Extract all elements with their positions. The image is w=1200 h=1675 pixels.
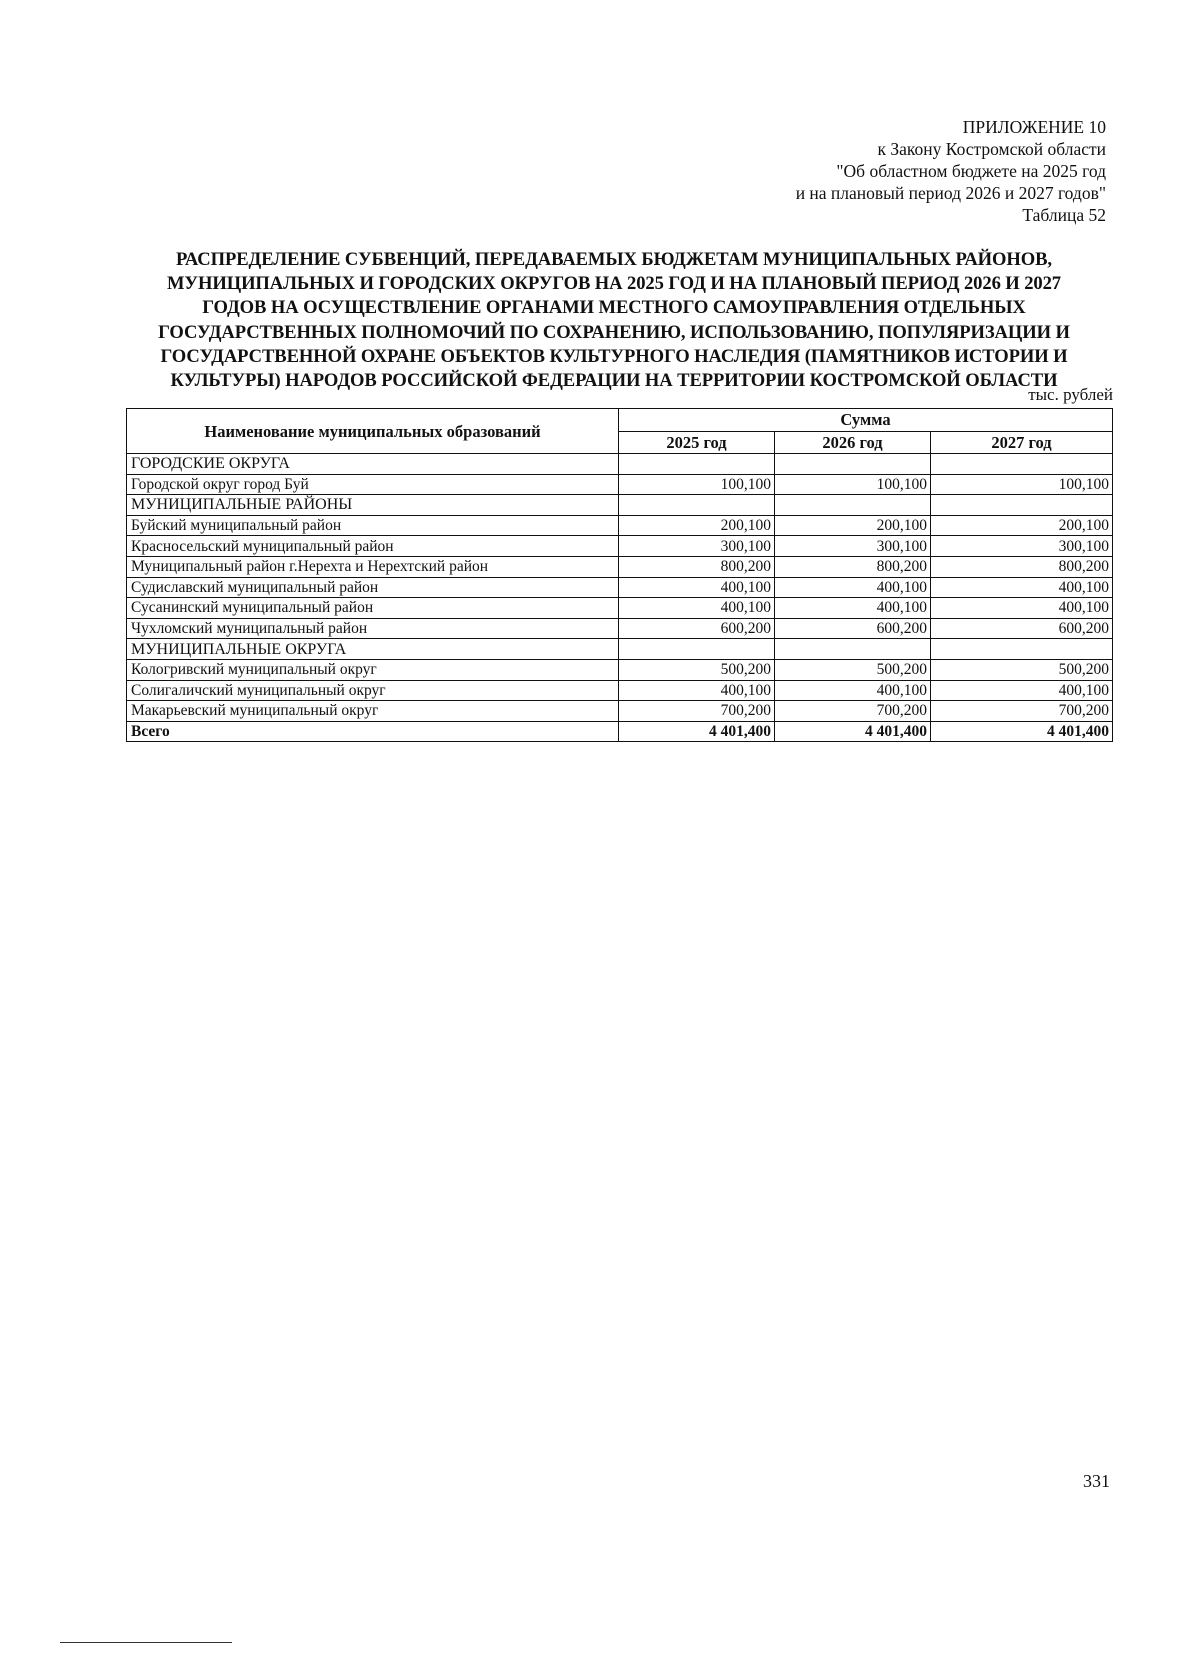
amount-2026 — [775, 639, 931, 660]
table-row — [127, 536, 1113, 557]
amount-2026: 100,100 — [775, 474, 931, 495]
amount-2027: 400,100 — [931, 680, 1113, 701]
title-line-4: ГОСУДАРСТВЕННЫХ ПОЛНОМОЧИЙ ПО СОХРАНЕНИЮ, ИСПОЛЬЗОВАНИЮ, ПОПУЛЯРИЗАЦИИ И — [158, 321, 1070, 343]
amount-2025 — [619, 495, 775, 516]
appendix-header — [796, 116, 1106, 226]
title-line-2: МУНИЦИПАЛЬНЫХ И ГОРОДСКИХ ОКРУГОВ НА 2025 ГОД И НА ПЛАНОВЫЙ ПЕРИОД 2026 И 2027 — [166, 273, 1062, 295]
amount-2026 — [775, 495, 931, 516]
total-row — [127, 721, 1113, 742]
amount-2025: 400,100 — [619, 577, 775, 598]
table-row — [127, 618, 1113, 639]
amount-2025: 100,100 — [619, 474, 775, 495]
municipality-name: Судиславский муниципальный район — [127, 577, 619, 598]
municipality-name: Сусанинский муниципальный район — [127, 598, 619, 619]
amount-2025: 400,100 — [619, 598, 775, 619]
table-body — [127, 454, 1113, 742]
amount-2025 — [619, 639, 775, 660]
table-row — [127, 556, 1113, 577]
units-label: тыс. рублей — [1028, 385, 1113, 404]
law-title-line-1: "Об областном бюджете на 2025 год — [836, 161, 1106, 181]
municipality-name: Кологривский муниципальный округ — [127, 659, 619, 680]
amount-2027: 100,100 — [931, 474, 1113, 495]
amount-2026: 700,200 — [775, 701, 931, 722]
amount-2027: 300,100 — [931, 536, 1113, 557]
amount-2027 — [931, 454, 1113, 475]
section-name: ГОРОДСКИЕ ОКРУГА — [127, 454, 619, 475]
amount-2027: 400,100 — [931, 598, 1113, 619]
page-number: 331 — [1083, 1471, 1110, 1491]
municipality-name: Муниципальный район г.Нерехта и Нерехтский район — [127, 556, 619, 577]
title-line-1: РАСПРЕДЕЛЕНИЕ СУБВЕНЦИЙ, ПЕРЕДАВАЕМЫХ БЮДЖЕТАМ МУНИЦИПАЛЬНЫХ РАЙОНОВ, — [176, 249, 1052, 270]
amount-2027: 600,200 — [931, 618, 1113, 639]
year-2027-header: 2027 год — [931, 431, 1113, 454]
amount-2026: 400,100 — [775, 577, 931, 598]
header-row-1 — [127, 409, 1113, 432]
amount-2027: 400,100 — [931, 577, 1113, 598]
municipality-name: Красносельский муниципальный район — [127, 536, 619, 557]
amount-2026: 400,100 — [775, 598, 931, 619]
appendix-label: ПРИЛОЖЕНИЕ 10 — [962, 117, 1106, 137]
amount-2025: 700,200 — [619, 701, 775, 722]
title-line-6: КУЛЬТУРЫ) НАРОДОВ РОССИЙСКОЙ ФЕДЕРАЦИИ НА ТЕРРИТОРИИ КОСТРОМСКОЙ ОБЛАСТИ — [170, 370, 1058, 392]
section-name: МУНИЦИПАЛЬНЫЕ ОКРУГА — [127, 639, 619, 660]
section-row — [127, 639, 1113, 660]
sum-column-header: Сумма — [619, 409, 1113, 432]
table-row — [127, 515, 1113, 536]
footnote-divider — [60, 1642, 232, 1643]
municipality-name: Буйский муниципальный район — [127, 515, 619, 536]
amount-2026: 500,200 — [775, 659, 931, 680]
amount-2027: 200,100 — [931, 515, 1113, 536]
amount-2026: 4 401,400 — [775, 721, 931, 742]
municipality-name: Солигаличский муниципальный округ — [127, 680, 619, 701]
amount-2026: 600,200 — [775, 618, 931, 639]
municipality-name: Макарьевский муниципальный округ — [127, 701, 619, 722]
table-row — [127, 577, 1113, 598]
amount-2025: 4 401,400 — [619, 721, 775, 742]
section-name: МУНИЦИПАЛЬНЫЕ РАЙОНЫ — [127, 495, 619, 516]
name-column-header: Наименование муниципальных образований — [127, 409, 619, 454]
amount-2027: 800,200 — [931, 556, 1113, 577]
amount-2025: 500,200 — [619, 659, 775, 680]
amount-2027: 4 401,400 — [931, 721, 1113, 742]
table-number: Таблица 52 — [1022, 205, 1106, 225]
amount-2026: 400,100 — [775, 680, 931, 701]
table-row — [127, 680, 1113, 701]
section-row — [127, 454, 1113, 475]
year-2025-header: 2025 год — [619, 431, 775, 454]
amount-2025: 800,200 — [619, 556, 775, 577]
amount-2026 — [775, 454, 931, 475]
amount-2025: 400,100 — [619, 680, 775, 701]
table-row — [127, 598, 1113, 619]
law-title-line-2: и на плановый период 2026 и 2027 годов" — [795, 183, 1106, 203]
year-2026-header: 2026 год — [775, 431, 931, 454]
document-title — [118, 248, 1110, 393]
amount-2027: 700,200 — [931, 701, 1113, 722]
amount-2027: 500,200 — [931, 659, 1113, 680]
table-row — [127, 701, 1113, 722]
title-line-5: ГОСУДАРСТВЕННОЙ ОХРАНЕ ОБЪЕКТОВ КУЛЬТУРНОГО НАСЛЕДИЯ (ПАМЯТНИКОВ ИСТОРИИ И — [160, 345, 1068, 367]
amount-2025: 200,100 — [619, 515, 775, 536]
municipality-name: Чухломский муниципальный район — [127, 618, 619, 639]
amount-2025 — [619, 454, 775, 475]
amount-2026: 300,100 — [775, 536, 931, 557]
amount-2025: 600,200 — [619, 618, 775, 639]
table-row — [127, 659, 1113, 680]
municipality-name: Городской округ город Буй — [127, 474, 619, 495]
amount-2026: 200,100 — [775, 515, 931, 536]
subvention-table — [126, 408, 1113, 742]
law-reference: к Закону Костромской области — [877, 139, 1106, 159]
title-line-3: ГОДОВ НА ОСУЩЕСТВЛЕНИЕ ОРГАНАМИ МЕСТНОГО САМОУПРАВЛЕНИЯ ОТДЕЛЬНЫХ — [202, 297, 1026, 319]
municipality-name: Всего — [127, 721, 619, 742]
amount-2027 — [931, 495, 1113, 516]
table-row — [127, 474, 1113, 495]
section-row — [127, 495, 1113, 516]
amount-2026: 800,200 — [775, 556, 931, 577]
amount-2027 — [931, 639, 1113, 660]
amount-2025: 300,100 — [619, 536, 775, 557]
